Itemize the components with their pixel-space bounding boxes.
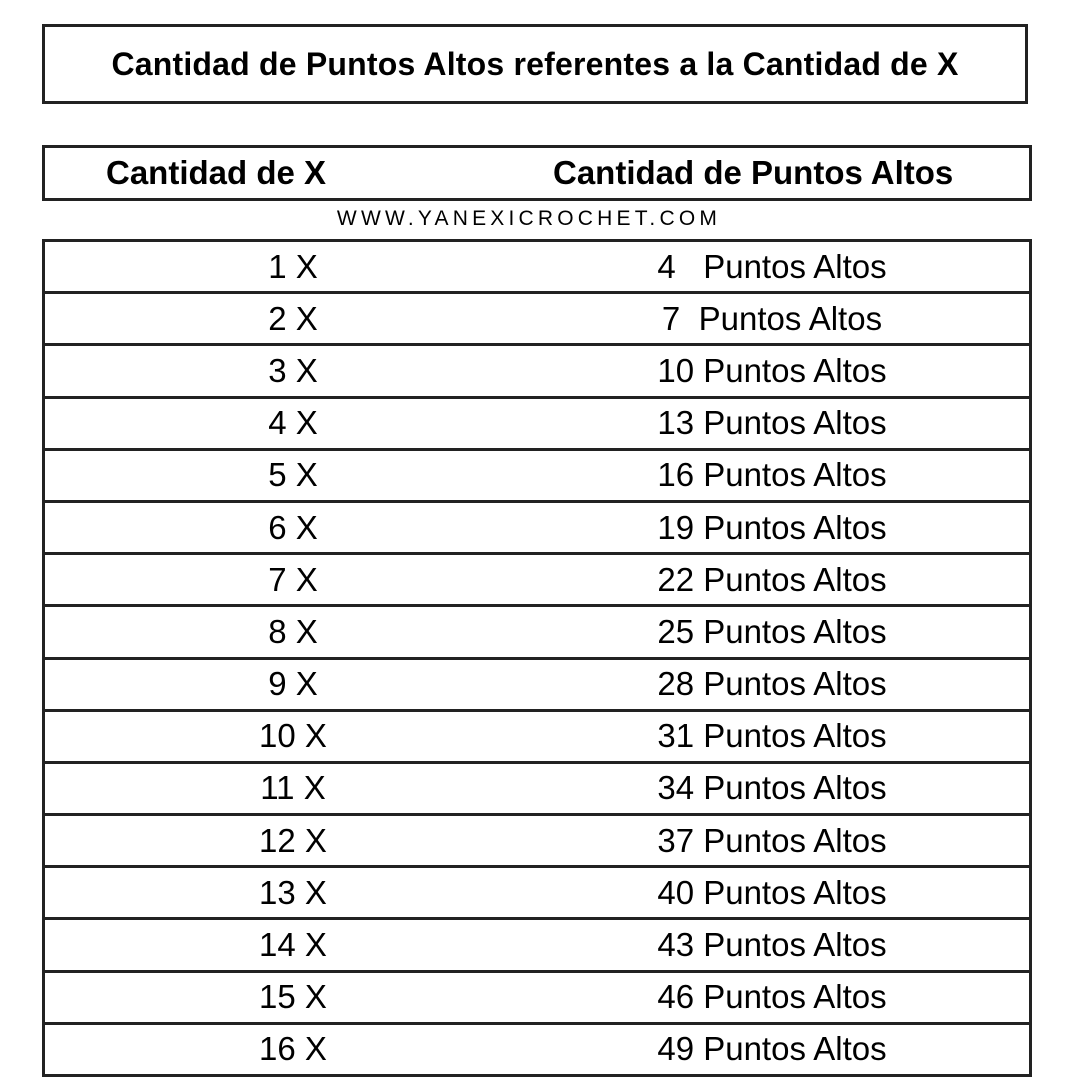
cell-cantidad-x: 7 X — [268, 560, 318, 598]
table-row — [45, 660, 1029, 712]
cell-puntos-altos: 40 Puntos Altos — [657, 873, 887, 911]
table-row — [45, 451, 1029, 503]
cell-cantidad-x: 3 X — [268, 351, 318, 389]
table-row — [45, 399, 1029, 451]
title-box — [42, 24, 1028, 104]
table-row — [45, 555, 1029, 607]
cell-puntos-altos: 49 Puntos Altos — [657, 1030, 887, 1068]
cell-puntos-altos: 43 Puntos Altos — [657, 926, 887, 964]
cell-puntos-altos: 34 Puntos Altos — [657, 769, 887, 807]
cell-puntos-altos: 28 Puntos Altos — [657, 665, 887, 703]
table-row — [45, 1025, 1029, 1077]
cell-puntos-altos: 10 Puntos Altos — [657, 351, 887, 389]
cell-cantidad-x: 10 X — [259, 717, 327, 755]
cell-puntos-altos: 13 Puntos Altos — [657, 404, 887, 442]
cell-cantidad-x: 2 X — [268, 299, 318, 337]
cell-cantidad-x: 9 X — [268, 665, 318, 703]
cell-puntos-altos: 22 Puntos Altos — [657, 560, 887, 598]
table-row — [45, 242, 1029, 294]
cell-cantidad-x: 13 X — [259, 873, 327, 911]
header-cantidad-x: Cantidad de X — [106, 154, 327, 191]
website-watermark — [0, 207, 1078, 231]
stitch-table — [42, 239, 1032, 1077]
table-row — [45, 973, 1029, 1025]
cell-cantidad-x: 6 X — [268, 508, 318, 546]
cell-cantidad-x: 12 X — [259, 821, 327, 859]
table-row — [45, 607, 1029, 659]
cell-puntos-altos: 31 Puntos Altos — [657, 717, 887, 755]
website-text: WWW.YANEXICROCHET.COM — [336, 207, 722, 230]
table-row — [45, 764, 1029, 816]
cell-cantidad-x: 11 X — [260, 769, 326, 807]
cell-cantidad-x: 5 X — [268, 456, 318, 494]
cell-cantidad-x: 15 X — [259, 978, 327, 1016]
cell-puntos-altos: 16 Puntos Altos — [657, 456, 887, 494]
cell-cantidad-x: 14 X — [259, 926, 327, 964]
table-row — [45, 346, 1029, 398]
cell-puntos-altos: 7 Puntos Altos — [661, 299, 883, 337]
cell-cantidad-x: 1 X — [268, 247, 318, 285]
cell-puntos-altos: 4 Puntos Altos — [657, 247, 887, 285]
cell-cantidad-x: 16 X — [259, 1030, 327, 1068]
cell-puntos-altos: 19 Puntos Altos — [657, 508, 887, 546]
table-row — [45, 503, 1029, 555]
cell-puntos-altos: 46 Puntos Altos — [657, 978, 887, 1016]
cell-puntos-altos: 25 Puntos Altos — [657, 612, 887, 650]
table-header — [42, 145, 1032, 201]
table-row — [45, 816, 1029, 868]
table-row — [45, 294, 1029, 346]
page-title: Cantidad de Puntos Altos referentes a la Cantidad de X — [111, 45, 959, 82]
cell-cantidad-x: 4 X — [268, 404, 318, 442]
cell-puntos-altos: 37 Puntos Altos — [657, 821, 887, 859]
table-row — [45, 868, 1029, 920]
table-row — [45, 920, 1029, 972]
cell-cantidad-x: 8 X — [268, 612, 318, 650]
table-row — [45, 712, 1029, 764]
header-cantidad-puntos-altos: Cantidad de Puntos Altos — [553, 154, 954, 191]
